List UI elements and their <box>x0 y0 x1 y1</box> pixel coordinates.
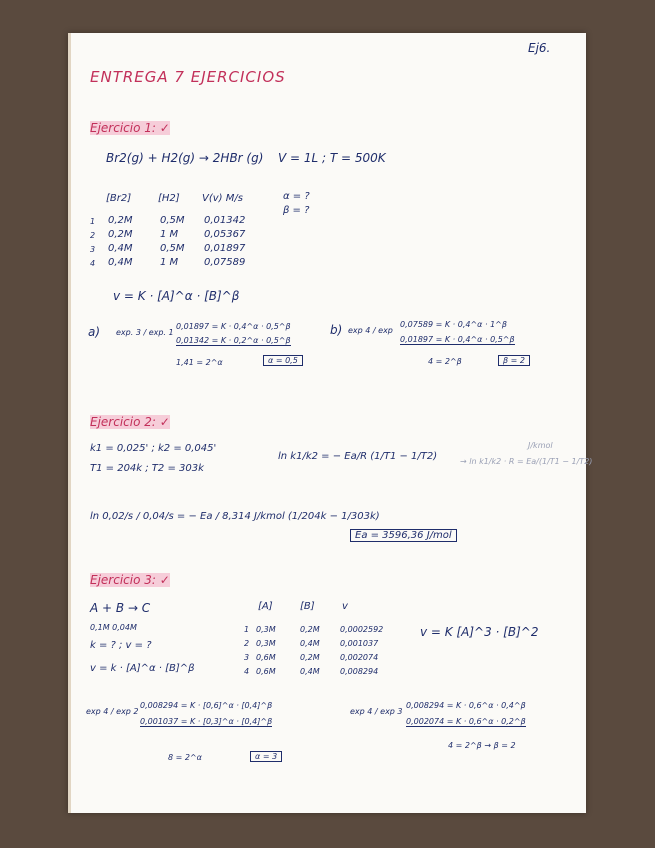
ex1-part-b-result: 4 = 2^β <box>428 357 462 366</box>
table-cell: 0,2M <box>108 229 133 240</box>
ex1-header-v: V(v) M/s <box>202 193 243 204</box>
table-cell: 0,4M <box>108 257 133 268</box>
table-row: 4 <box>244 667 250 676</box>
ex3-final-law: v = K [A]^3 · [B]^2 <box>420 625 539 639</box>
table-row: 2 <box>244 639 250 648</box>
table-row: 3 <box>244 653 250 662</box>
ex3-unknowns: k = ? ; v = ? <box>90 640 152 651</box>
table-cell: 0,008294 <box>340 667 379 676</box>
ex1-part-a-answer: α = 0,5 <box>263 355 303 366</box>
ex1-col-a <box>108 214 133 270</box>
notebook-page <box>68 33 593 813</box>
table-row: 3 <box>90 245 96 254</box>
table-cell: 0,01342 <box>204 215 246 226</box>
ex3-header-v: v <box>342 601 348 612</box>
table-cell: 0,2M <box>108 215 133 226</box>
table-cell: 1 M <box>160 229 179 240</box>
ex1-part-b-bottom: 0,01897 = K · 0,4^α · 0,5^β <box>400 335 515 344</box>
ex2-result: Ea = 3596,36 J/mol <box>350 529 457 542</box>
exercise-3-heading <box>90 573 170 587</box>
table-cell: 0,4M <box>300 667 320 676</box>
ex3-col-n <box>244 623 249 679</box>
ex1-col-b <box>160 214 185 270</box>
ex2-side-unit: J/kmol <box>528 441 553 450</box>
ex3-initial: 0,1M 0,04M <box>90 623 137 632</box>
table-row: 4 <box>90 259 96 268</box>
ex1-rate-law: v = K · [A]^α · [B]^β <box>113 289 240 303</box>
exercise-2-heading-text: Ejercicio 2: ✓ <box>90 415 170 429</box>
page-number: Ej6. <box>528 41 551 55</box>
ex2-rate-constants: k1 = 0,025' ; k2 = 0,045' <box>90 443 217 454</box>
table-row: 2 <box>90 231 96 240</box>
ex3-header-b: [B] <box>300 601 315 612</box>
table-cell: 0,07589 <box>204 257 246 268</box>
ex2-side-note: → ln k1/k2 · R = Ea/(1/T1 − 1/T2) <box>460 457 593 466</box>
ex3-left-ratio: exp 4 / exp 2 <box>86 707 139 716</box>
page-title: ENTREGA 7 EJERCICIOS <box>90 68 286 86</box>
table-cell: 0,6M <box>256 653 276 662</box>
ex1-part-a-top: 0,01897 = K · 0,4^α · 0,5^β <box>176 322 291 331</box>
ex1-unknown-beta: β = ? <box>283 205 310 216</box>
ex3-right-top: 0,008294 = K · 0,6^α · 0,4^β <box>406 701 526 710</box>
ex3-col-v <box>340 623 383 679</box>
ex2-arrhenius: ln k1/k2 = − Ea/R (1/T1 − 1/T2) <box>278 451 438 462</box>
ex3-col-b <box>300 623 320 679</box>
ex1-part-b-answer: β = 2 <box>498 355 530 366</box>
ex3-left-top: 0,008294 = K · [0,6]^α · [0,4]^β <box>140 701 273 710</box>
ex1-part-a-result: 1,41 = 2^α <box>176 358 223 367</box>
ex3-left-answer: α = 3 <box>250 751 282 762</box>
ex1-part-b-top: 0,07589 = K · 0,4^α · 1^β <box>400 320 507 329</box>
exercise-3-heading-text: Ejercicio 3: ✓ <box>90 573 170 587</box>
table-row: 1 <box>244 625 250 634</box>
ex3-header-a: [A] <box>258 601 273 612</box>
ex3-left-result: 8 = 2^α <box>168 753 202 762</box>
table-cell: 0,6M <box>256 667 276 676</box>
ex1-part-a-ratio: exp. 3 / exp. 1 <box>116 328 174 337</box>
ex1-part-b-ratio: exp 4 / exp <box>348 326 393 335</box>
ex1-header-h2: [H2] <box>158 193 180 204</box>
table-cell: 0,01897 <box>204 243 246 254</box>
table-cell: 0,002074 <box>340 653 379 662</box>
ex2-temperatures: T1 = 204k ; T2 = 303k <box>90 463 204 474</box>
ex3-col-a <box>256 623 276 679</box>
ex1-unknown-alpha: α = ? <box>283 191 310 202</box>
ex3-reaction: A + B → C <box>90 601 151 615</box>
ex1-part-a-bottom: 0,01342 = K · 0,2^α · 0,5^β <box>176 336 291 345</box>
ex3-left-bottom: 0,001037 = K · [0,3]^α · [0,4]^β <box>140 717 273 726</box>
table-cell: 0,3M <box>256 639 276 648</box>
exercise-1-heading-text: Ejercicio 1: ✓ <box>90 121 170 135</box>
ex3-right-bottom: 0,002074 = K · 0,6^α · 0,2^β <box>406 717 526 726</box>
ex1-conditions: V = 1L ; T = 500K <box>278 151 386 165</box>
table-cell: 0,5M <box>160 215 185 226</box>
ex2-calculation: ln 0,02/s / 0,04/s = − Ea / 8,314 J/kmol (1/204k − 1/303k) <box>90 511 380 522</box>
table-cell: 0,3M <box>256 625 276 634</box>
exercise-2-heading <box>90 415 170 429</box>
table-cell: 0,0002592 <box>340 625 384 634</box>
exercise-1-heading <box>90 121 170 135</box>
table-cell: 0,001037 <box>340 639 379 648</box>
ex1-col-n <box>90 215 95 271</box>
ex3-rate-law: v = k · [A]^α · [B]^β <box>90 663 195 674</box>
table-row: 1 <box>90 217 96 226</box>
ex1-part-a-label: a) <box>88 325 101 339</box>
table-cell: 1 M <box>160 257 179 268</box>
table-cell: 0,05367 <box>204 229 246 240</box>
table-cell: 0,2M <box>300 653 320 662</box>
ex1-part-b-label: b) <box>330 323 343 337</box>
ex3-right-result: 4 = 2^β → β = 2 <box>448 741 516 750</box>
table-cell: 0,4M <box>300 639 320 648</box>
ex1-col-v <box>204 214 245 270</box>
ex1-header-br2: [Br2] <box>106 193 132 204</box>
table-cell: 0,5M <box>160 243 185 254</box>
ex3-right-ratio: exp 4 / exp 3 <box>350 707 403 716</box>
ex1-reaction: Br2(g) + H2(g) → 2HBr (g) <box>106 151 264 165</box>
table-cell: 0,4M <box>108 243 133 254</box>
table-cell: 0,2M <box>300 625 320 634</box>
